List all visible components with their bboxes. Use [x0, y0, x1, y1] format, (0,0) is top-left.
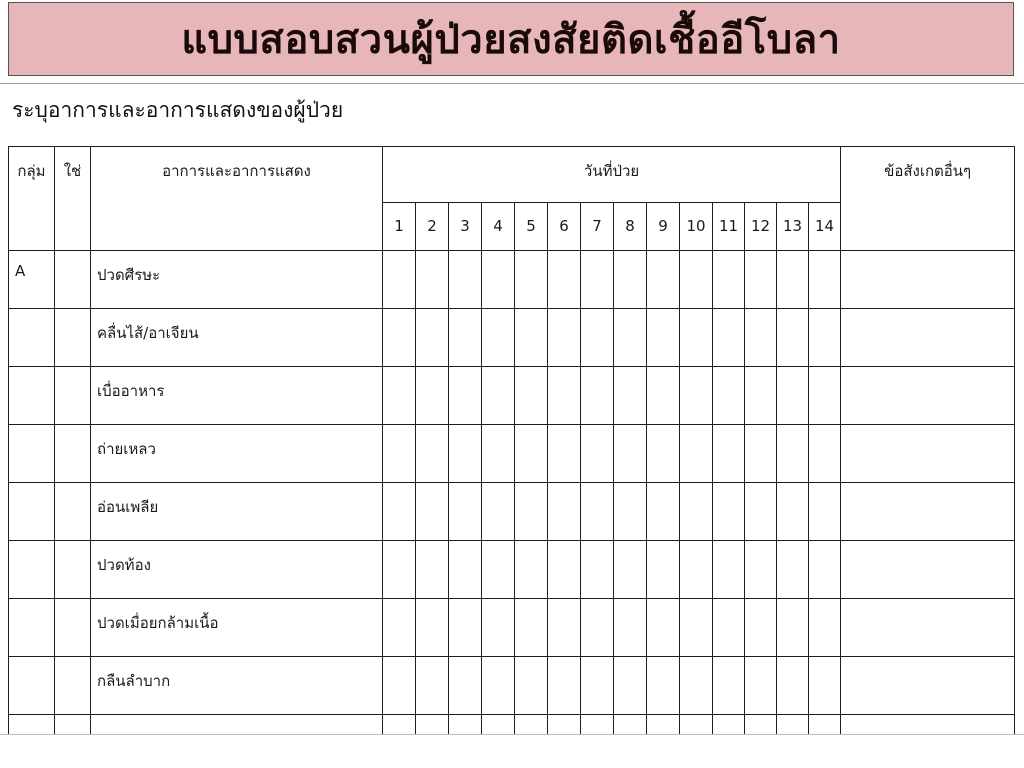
- day-cell[interactable]: [614, 309, 647, 367]
- day-cell[interactable]: [383, 599, 416, 657]
- symptom-row: [9, 251, 1015, 309]
- day-cell[interactable]: [515, 251, 548, 309]
- group-cell: [9, 367, 55, 425]
- day-cell[interactable]: [581, 367, 614, 425]
- symptom-row: [9, 657, 1015, 715]
- day-cell[interactable]: [713, 715, 745, 735]
- day-number: 6: [548, 203, 581, 251]
- day-cell[interactable]: [548, 425, 581, 483]
- day-cell[interactable]: [614, 541, 647, 599]
- day-cell[interactable]: [416, 425, 449, 483]
- day-cell[interactable]: [745, 425, 777, 483]
- day-number: 8: [614, 203, 647, 251]
- yes-cell[interactable]: [55, 483, 91, 541]
- title-banner: [8, 2, 1014, 76]
- day-cell[interactable]: [614, 251, 647, 309]
- header-days-sick: วันที่ป่วย: [383, 147, 841, 203]
- day-cell[interactable]: [745, 657, 777, 715]
- day-cell[interactable]: [548, 309, 581, 367]
- notes-cell[interactable]: [841, 309, 1015, 367]
- day-cell[interactable]: [416, 541, 449, 599]
- day-number: 10: [680, 203, 713, 251]
- day-cell[interactable]: [809, 541, 841, 599]
- day-cell[interactable]: [416, 599, 449, 657]
- notes-cell[interactable]: [841, 483, 1015, 541]
- day-number: 14: [809, 203, 841, 251]
- day-cell[interactable]: [581, 599, 614, 657]
- day-cell[interactable]: [416, 251, 449, 309]
- header-row: [9, 147, 1015, 203]
- day-cell[interactable]: [416, 657, 449, 715]
- day-cell[interactable]: [416, 483, 449, 541]
- day-cell[interactable]: [515, 541, 548, 599]
- day-cell[interactable]: [548, 483, 581, 541]
- day-cell[interactable]: [581, 657, 614, 715]
- group-cell: [9, 599, 55, 657]
- day-cell[interactable]: [581, 251, 614, 309]
- day-cell[interactable]: [515, 483, 548, 541]
- header-symptoms: อาการและอาการแสดง: [91, 147, 383, 251]
- day-cell[interactable]: [647, 251, 680, 309]
- day-cell[interactable]: [680, 715, 713, 735]
- day-cell[interactable]: [777, 715, 809, 735]
- day-cell[interactable]: [482, 599, 515, 657]
- day-cell[interactable]: [647, 367, 680, 425]
- day-cell[interactable]: [713, 367, 745, 425]
- day-cell[interactable]: [647, 715, 680, 735]
- yes-cell[interactable]: [55, 599, 91, 657]
- day-cell[interactable]: [581, 425, 614, 483]
- day-cell[interactable]: [680, 367, 713, 425]
- day-cell[interactable]: [515, 657, 548, 715]
- day-cell[interactable]: [383, 715, 416, 735]
- day-cell[interactable]: [777, 541, 809, 599]
- day-cell[interactable]: [449, 657, 482, 715]
- day-number: 7: [581, 203, 614, 251]
- day-cell[interactable]: [647, 483, 680, 541]
- notes-cell[interactable]: [841, 425, 1015, 483]
- day-cell[interactable]: [614, 483, 647, 541]
- yes-cell[interactable]: [55, 425, 91, 483]
- day-cell[interactable]: [515, 715, 548, 735]
- day-cell[interactable]: [383, 367, 416, 425]
- day-cell[interactable]: [745, 541, 777, 599]
- day-cell[interactable]: [647, 309, 680, 367]
- page-title: แบบสอบสวนผู้ป่วยสงสัยติดเชื้ออีโบลา: [181, 16, 841, 63]
- day-cell[interactable]: [809, 657, 841, 715]
- day-cell[interactable]: [482, 541, 515, 599]
- notes-cell[interactable]: [841, 715, 1015, 735]
- day-number: 11: [713, 203, 745, 251]
- footer-rule: [0, 734, 1024, 735]
- day-cell[interactable]: [713, 657, 745, 715]
- day-cell[interactable]: [745, 367, 777, 425]
- day-cell[interactable]: [548, 715, 581, 735]
- day-cell[interactable]: [482, 367, 515, 425]
- day-cell[interactable]: [581, 483, 614, 541]
- day-number: 1: [383, 203, 416, 251]
- day-cell[interactable]: [581, 715, 614, 735]
- group-cell: [9, 483, 55, 541]
- group-cell: [9, 657, 55, 715]
- day-cell[interactable]: [614, 599, 647, 657]
- day-cell[interactable]: [680, 425, 713, 483]
- day-cell[interactable]: [647, 425, 680, 483]
- day-cell[interactable]: [416, 367, 449, 425]
- day-cell[interactable]: [383, 483, 416, 541]
- day-cell[interactable]: [713, 599, 745, 657]
- yes-cell[interactable]: [55, 541, 91, 599]
- day-cell[interactable]: [383, 425, 416, 483]
- day-cell[interactable]: [581, 541, 614, 599]
- day-cell[interactable]: [777, 251, 809, 309]
- group-cell: [9, 715, 55, 735]
- day-cell[interactable]: [482, 251, 515, 309]
- symptom-row: [9, 367, 1015, 425]
- yes-cell[interactable]: [55, 251, 91, 309]
- day-cell[interactable]: [548, 657, 581, 715]
- notes-cell[interactable]: [841, 541, 1015, 599]
- day-cell[interactable]: [548, 367, 581, 425]
- symptom-row: [9, 309, 1015, 367]
- symptom-label: ปวดเมื่อยกล้ามเนื้อ: [91, 599, 383, 657]
- yes-cell[interactable]: [55, 367, 91, 425]
- day-cell[interactable]: [548, 251, 581, 309]
- header-yes: ใช่: [55, 147, 91, 251]
- day-cell[interactable]: [777, 657, 809, 715]
- symptom-label: กลืนลำบาก: [91, 657, 383, 715]
- symptom-label: อ่อนเพลีย: [91, 483, 383, 541]
- day-cell[interactable]: [515, 367, 548, 425]
- day-number: 9: [647, 203, 680, 251]
- symptom-label: เบื่ออาหาร: [91, 367, 383, 425]
- day-number: 2: [416, 203, 449, 251]
- day-cell[interactable]: [614, 425, 647, 483]
- day-cell[interactable]: [482, 425, 515, 483]
- day-cell[interactable]: [449, 251, 482, 309]
- day-cell[interactable]: [548, 541, 581, 599]
- form-subtitle: ระบุอาการและอาการแสดงของผู้ป่วย: [12, 98, 344, 122]
- day-cell[interactable]: [745, 309, 777, 367]
- day-cell[interactable]: [383, 541, 416, 599]
- day-cell[interactable]: [449, 425, 482, 483]
- day-cell[interactable]: [383, 309, 416, 367]
- day-cell[interactable]: [809, 367, 841, 425]
- symptom-label: ถ่ายเหลว: [91, 425, 383, 483]
- day-number: 12: [745, 203, 777, 251]
- day-cell[interactable]: [745, 251, 777, 309]
- day-cell[interactable]: [581, 309, 614, 367]
- day-number: 5: [515, 203, 548, 251]
- day-cell[interactable]: [809, 483, 841, 541]
- symptom-row: [9, 425, 1015, 483]
- day-cell[interactable]: [383, 251, 416, 309]
- day-cell[interactable]: [515, 599, 548, 657]
- day-cell[interactable]: [482, 715, 515, 735]
- day-cell[interactable]: [680, 541, 713, 599]
- day-cell[interactable]: [777, 367, 809, 425]
- day-cell[interactable]: [809, 425, 841, 483]
- day-cell[interactable]: [680, 599, 713, 657]
- symptom-row: [9, 715, 1015, 735]
- day-cell[interactable]: [416, 309, 449, 367]
- day-cell[interactable]: [449, 715, 482, 735]
- day-cell[interactable]: [515, 309, 548, 367]
- day-cell[interactable]: [482, 309, 515, 367]
- form-viewport: [0, 146, 1024, 734]
- notes-cell[interactable]: [841, 367, 1015, 425]
- day-cell[interactable]: [647, 599, 680, 657]
- day-cell[interactable]: [777, 599, 809, 657]
- day-number: 13: [777, 203, 809, 251]
- day-cell[interactable]: [809, 251, 841, 309]
- header-other-notes: ข้อสังเกตอื่นๆ: [841, 147, 1015, 251]
- symptom-form-table: [8, 146, 1015, 734]
- day-cell[interactable]: [745, 599, 777, 657]
- day-cell[interactable]: [449, 541, 482, 599]
- symptom-label: คลื่นไส้/อาเจียน: [91, 309, 383, 367]
- notes-cell[interactable]: [841, 599, 1015, 657]
- symptom-label: [91, 715, 383, 735]
- group-cell: [9, 425, 55, 483]
- day-cell[interactable]: [713, 483, 745, 541]
- symptom-row: [9, 541, 1015, 599]
- day-cell[interactable]: [647, 541, 680, 599]
- day-number: 3: [449, 203, 482, 251]
- symptom-label: ปวดท้อง: [91, 541, 383, 599]
- symptom-row: [9, 599, 1015, 657]
- day-cell[interactable]: [614, 715, 647, 735]
- day-cell[interactable]: [777, 483, 809, 541]
- yes-cell[interactable]: [55, 309, 91, 367]
- day-cell[interactable]: [680, 309, 713, 367]
- group-cell: [9, 541, 55, 599]
- day-cell[interactable]: [680, 657, 713, 715]
- day-cell[interactable]: [745, 715, 777, 735]
- day-cell[interactable]: [383, 657, 416, 715]
- day-cell[interactable]: [713, 309, 745, 367]
- header-group: กลุ่ม: [9, 147, 55, 251]
- header-divider: [0, 83, 1024, 84]
- day-cell[interactable]: [809, 599, 841, 657]
- yes-cell[interactable]: [55, 715, 91, 735]
- day-cell[interactable]: [777, 309, 809, 367]
- yes-cell[interactable]: [55, 657, 91, 715]
- group-cell: [9, 309, 55, 367]
- day-cell[interactable]: [449, 309, 482, 367]
- day-cell[interactable]: [680, 251, 713, 309]
- day-cell[interactable]: [745, 483, 777, 541]
- day-cell[interactable]: [713, 425, 745, 483]
- day-number: 4: [482, 203, 515, 251]
- notes-cell[interactable]: [841, 657, 1015, 715]
- day-cell[interactable]: [515, 425, 548, 483]
- group-cell: A: [9, 251, 55, 309]
- day-cell[interactable]: [713, 541, 745, 599]
- day-cell[interactable]: [614, 657, 647, 715]
- day-cell[interactable]: [680, 483, 713, 541]
- day-cell[interactable]: [449, 483, 482, 541]
- symptom-row: [9, 483, 1015, 541]
- day-cell[interactable]: [482, 657, 515, 715]
- notes-cell[interactable]: [841, 251, 1015, 309]
- day-cell[interactable]: [647, 657, 680, 715]
- day-cell[interactable]: [809, 309, 841, 367]
- symptom-label: ปวดศีรษะ: [91, 251, 383, 309]
- day-cell[interactable]: [482, 483, 515, 541]
- day-cell[interactable]: [449, 367, 482, 425]
- day-cell[interactable]: [614, 367, 647, 425]
- day-cell[interactable]: [449, 599, 482, 657]
- day-cell[interactable]: [548, 599, 581, 657]
- day-cell[interactable]: [713, 251, 745, 309]
- day-cell[interactable]: [416, 715, 449, 735]
- day-cell[interactable]: [777, 425, 809, 483]
- day-cell[interactable]: [809, 715, 841, 735]
